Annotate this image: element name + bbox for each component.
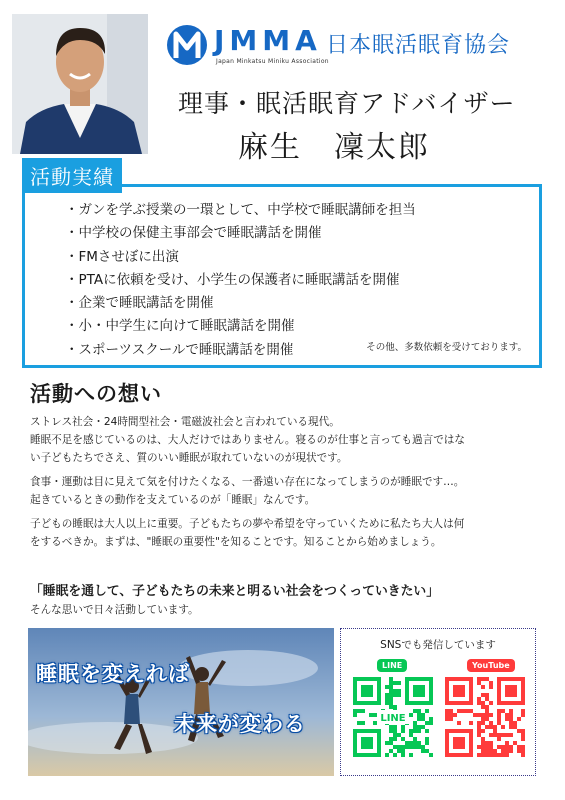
paragraph-line: い子どもたちでさえ、質のいい睡眠が取れていないのが現状です。 xyxy=(30,452,348,464)
sns-box xyxy=(340,628,536,776)
paragraph-line: 食事・運動は目に見えて気を付けたくなる、一番遠い存在になってしまうのが睡眠です…。 xyxy=(30,476,465,488)
closing-line: そんな思いで日々活動しています。 xyxy=(30,604,199,616)
achievements-box xyxy=(22,184,542,368)
logo-letters: JMMA xyxy=(214,24,322,57)
qr-center-label: LINE xyxy=(380,713,406,724)
person-name: 麻生 凜太郎 xyxy=(238,130,430,165)
banner-image xyxy=(28,628,334,776)
organization-name: 日本眠活眠育協会 xyxy=(326,33,511,58)
list-item: ・ガンを学ぶ授業の一環として、中学校で睡眠講師を担当 xyxy=(65,202,416,218)
profile-photo xyxy=(12,14,148,154)
paragraph-line: をするべきか。まずは、"睡眠の重要性"を知ることです。知ることから始めましょう。 xyxy=(30,536,442,548)
organization-logo xyxy=(166,22,556,72)
line-qr-code-icon[interactable] xyxy=(353,677,433,757)
youtube-badge: YouTube xyxy=(467,659,515,672)
mission-quote: 「睡眠を通して、子どもたちの未来と明るい社会をつくっていきたい」 xyxy=(30,584,439,599)
banner-headline-2: 未来が変わる xyxy=(174,712,306,736)
list-item: ・企業で睡眠講話を開催 xyxy=(65,295,214,312)
achievements-heading: 活動実績 xyxy=(22,158,122,193)
list-item: ・FMさせぼに出演 xyxy=(65,248,179,265)
thoughts-heading: 活動への想い xyxy=(30,382,162,406)
portrait-image xyxy=(12,14,148,154)
banner-headline-1: 睡眠を変えれば xyxy=(36,662,190,686)
achievements-list xyxy=(65,199,416,362)
thoughts-paragraph xyxy=(30,413,542,551)
person-role: 理事・眠活眠育アドバイザー xyxy=(178,89,516,118)
paragraph-line: 起きているときの動作を支えているのが「睡眠」なんです。 xyxy=(30,494,316,506)
list-item: ・PTAに依頼を受け、小学生の保護者に睡眠講話を開催 xyxy=(65,271,400,288)
paragraph-line: ストレス社会・24時間型社会・電磁波社会と言われている現代。 xyxy=(30,416,340,428)
paragraph-line: 睡眠不足を感じているのは、大人だけではありません。寝るのが仕事と言っても過言ではな xyxy=(30,434,465,446)
youtube-qr-code-icon[interactable] xyxy=(445,677,525,757)
jumping-people-image xyxy=(28,628,334,776)
line-badge: LINE xyxy=(377,659,407,672)
paragraph-line: 子どもの睡眠は大人以上に重要。子どもたちの夢や希望を守っていくために私たち大人は何 xyxy=(30,518,465,530)
achievements-note: その他、多数依頼を受けております。 xyxy=(366,342,527,353)
list-item: ・スポーツスクールで睡眠講話を開催 xyxy=(65,341,294,358)
jmma-logo-icon xyxy=(166,22,208,68)
list-item: ・小・中学生に向けて睡眠講話を開催 xyxy=(65,318,295,335)
logo-subtitle: Japan Minkatsu Miniku Association xyxy=(216,58,329,65)
list-item: ・中学校の保健主事部会で睡眠講話を開催 xyxy=(65,225,322,242)
sns-title: SNSでも発信しています xyxy=(380,639,496,651)
